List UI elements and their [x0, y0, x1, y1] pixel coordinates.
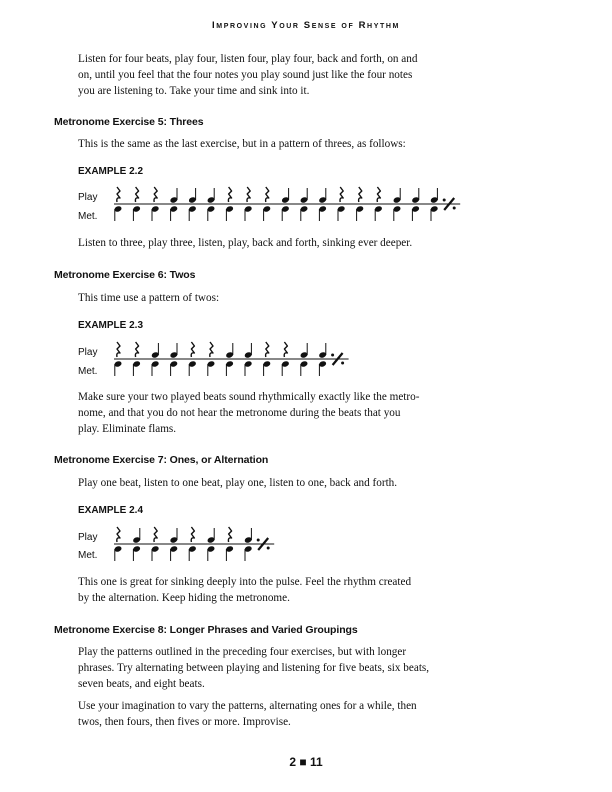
text-line: nome, and that you do not hear the metronome during the beats that you [78, 407, 401, 419]
quarter-rest [191, 342, 194, 357]
quarter-rest [247, 187, 250, 202]
text-line: Make sure your two played beats sound rhythmically exactly like the metro- [78, 391, 420, 403]
example-label-2-2: EXAMPLE 2.2 [78, 166, 144, 177]
text-line: Listen for four beats, play four, listen four, play four, back and forth, on and [78, 53, 418, 65]
play-label: Play [78, 192, 98, 203]
notation-example-2-4 [0, 520, 612, 570]
section-heading-ex6: Metronome Exercise 6: Twos [54, 269, 196, 281]
quarter-rest [191, 527, 194, 542]
quarter-rest [377, 187, 380, 202]
quarter-rest [266, 187, 269, 202]
notation-example-2-3 [0, 335, 612, 385]
play-label: Play [78, 532, 98, 543]
quarter-rest [135, 187, 138, 202]
repeat-dot [267, 547, 270, 550]
section-heading-ex7: Metronome Exercise 7: Ones, or Alternation [54, 454, 269, 466]
text-line: This one is great for sinking deeply into the pulse. Feel the rhythm created [78, 576, 412, 588]
quarter-rest [340, 187, 343, 202]
quarter-rest [154, 187, 157, 202]
text-line: Play the patterns outlined in the preceding four exercises, but with longer [78, 646, 407, 658]
quarter-rest [117, 187, 120, 202]
repeat-dot [443, 199, 446, 202]
section-heading-ex8: Metronome Exercise 8: Longer Phrases and Varied Groupings [54, 624, 358, 636]
met-label: Met. [78, 550, 98, 561]
ex7-lead: Play one beat, listen to one beat, play one, listen to one, back and forth. [78, 477, 398, 489]
ex6-lead: This time use a pattern of twos: [78, 292, 220, 304]
quarter-rest [117, 342, 120, 357]
text-line: on, until you feel that the four notes you play sound just like the four notes [78, 69, 413, 81]
intro-paragraph [78, 51, 450, 99]
text-line: by the alternation. Keep hiding the metronome. [78, 592, 290, 604]
repeat-dot [331, 354, 334, 357]
repeat-dot [341, 362, 344, 365]
ex5-after: Listen to three, play three, listen, play, back and forth, sinking ever deeper. [78, 237, 413, 249]
quarter-rest [135, 342, 138, 357]
quarter-rest [210, 342, 213, 357]
text-line: seven beats, and eight beats. [78, 678, 205, 690]
quarter-rest [228, 527, 231, 542]
ex5-lead: This is the same as the last exercise, but in a pattern of threes, as follows: [78, 138, 406, 150]
ex8-paragraph-1 [78, 644, 450, 692]
text-line: twos, then fours, then fives or more. Improvise. [78, 716, 291, 728]
quarter-rest [117, 527, 120, 542]
page-number: 2 ■ 11 [289, 755, 323, 769]
example-label-2-3: EXAMPLE 2.3 [78, 320, 144, 331]
text-line: play. Eliminate flams. [78, 423, 177, 435]
play-label: Play [78, 347, 98, 358]
quarter-rest [284, 342, 287, 357]
ex6-after [78, 389, 450, 437]
met-label: Met. [78, 366, 98, 377]
quarter-rest [228, 187, 231, 202]
text-line: you are listening to. Take your time and sink into it. [78, 85, 310, 97]
example-label-2-4: EXAMPLE 2.4 [78, 505, 144, 516]
quarter-rest [359, 187, 362, 202]
ex7-after [78, 574, 450, 606]
section-heading-ex5: Metronome Exercise 5: Threes [54, 116, 204, 128]
met-label: Met. [78, 211, 98, 222]
notation-example-2-2 [0, 180, 612, 230]
quarter-rest [154, 527, 157, 542]
repeat-dot [453, 207, 456, 210]
running-head: Improving Your Sense of Rhythm [212, 20, 400, 31]
repeat-dot [257, 539, 260, 542]
text-line: phrases. Try alternating between playing and listening for five beats, six beats, [78, 662, 430, 674]
quarter-rest [266, 342, 269, 357]
ex8-paragraph-2 [78, 698, 450, 730]
text-line: Use your imagination to vary the patterns, alternating ones for a while, then [78, 700, 417, 712]
